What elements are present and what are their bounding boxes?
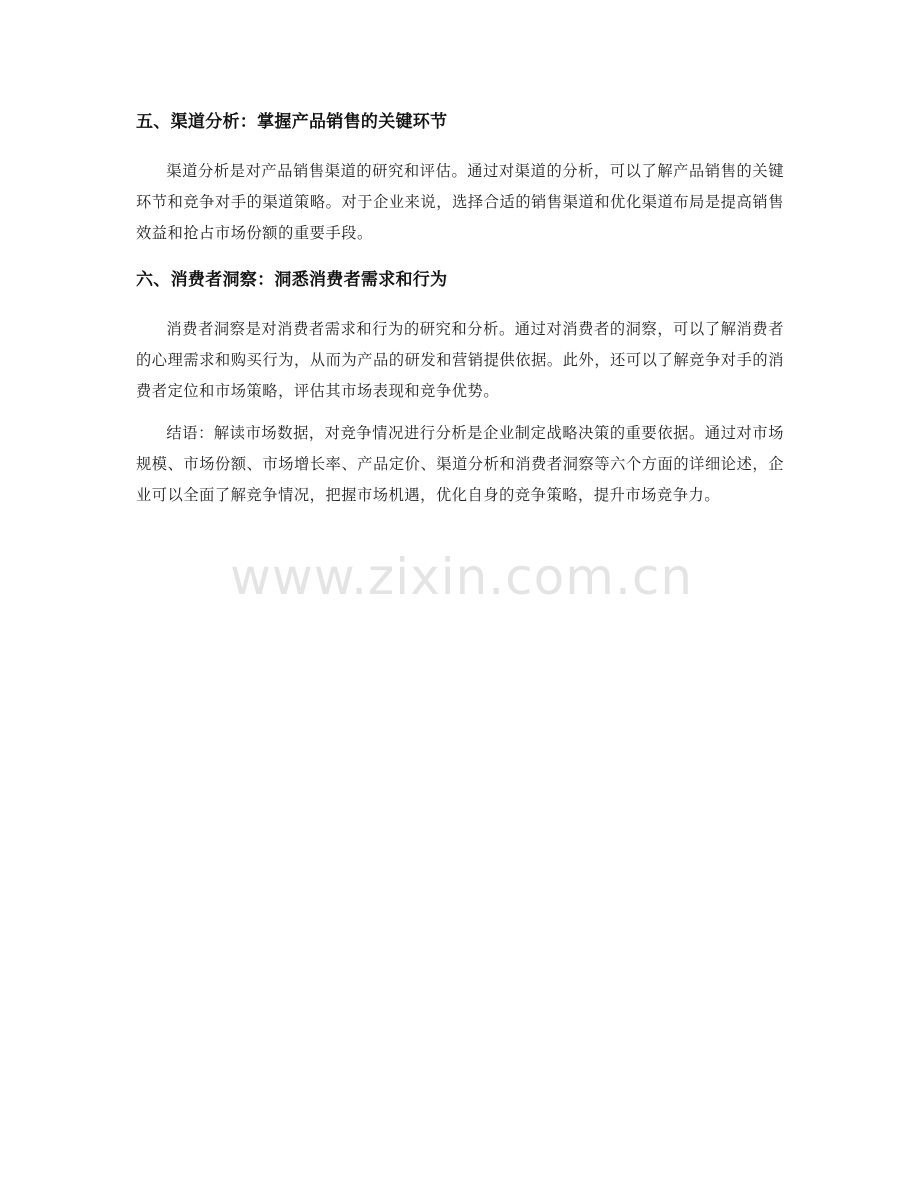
section-paragraph-consumer-insight: 消费者洞察是对消费者需求和行为的研究和分析。通过对消费者的洞察，可以了解消费者的心理需求和购买行为，从而为产品的研发和营销提供依据。此外，还可以了解竞争对手的消费者定位和市场策略，评估其市场表现和竞争优势。 (136, 320, 784, 400)
section-paragraph-channel-analysis: 渠道分析是对产品销售渠道的研究和评估。通过对渠道的分析，可以了解产品销售的关键环节和竞争对手的渠道策略。对于企业来说，选择合适的销售渠道和优化渠道布局是提高销售效益和抢占市场份额的重要手段。 (136, 162, 784, 242)
section-heading-channel-analysis: 五、渠道分析：掌握产品销售的关键环节 (136, 112, 448, 132)
conclusion-paragraph: 结语：解读市场数据，对竞争情况进行分析是企业制定战略决策的重要依据。通过对市场规模、市场份额、市场增长率、产品定价、渠道分析和消费者洞察等六个方面的详细论述，企业可以全面了解竞争情况，把握市场机遇，优化自身的竞争策略，提升市场竞争力。 (136, 424, 784, 504)
section-heading-consumer-insight: 六、消费者洞察：洞悉消费者需求和行为 (136, 270, 448, 290)
document-content (136, 104, 784, 511)
watermark-text: www.zixin.com.cn (230, 548, 694, 606)
